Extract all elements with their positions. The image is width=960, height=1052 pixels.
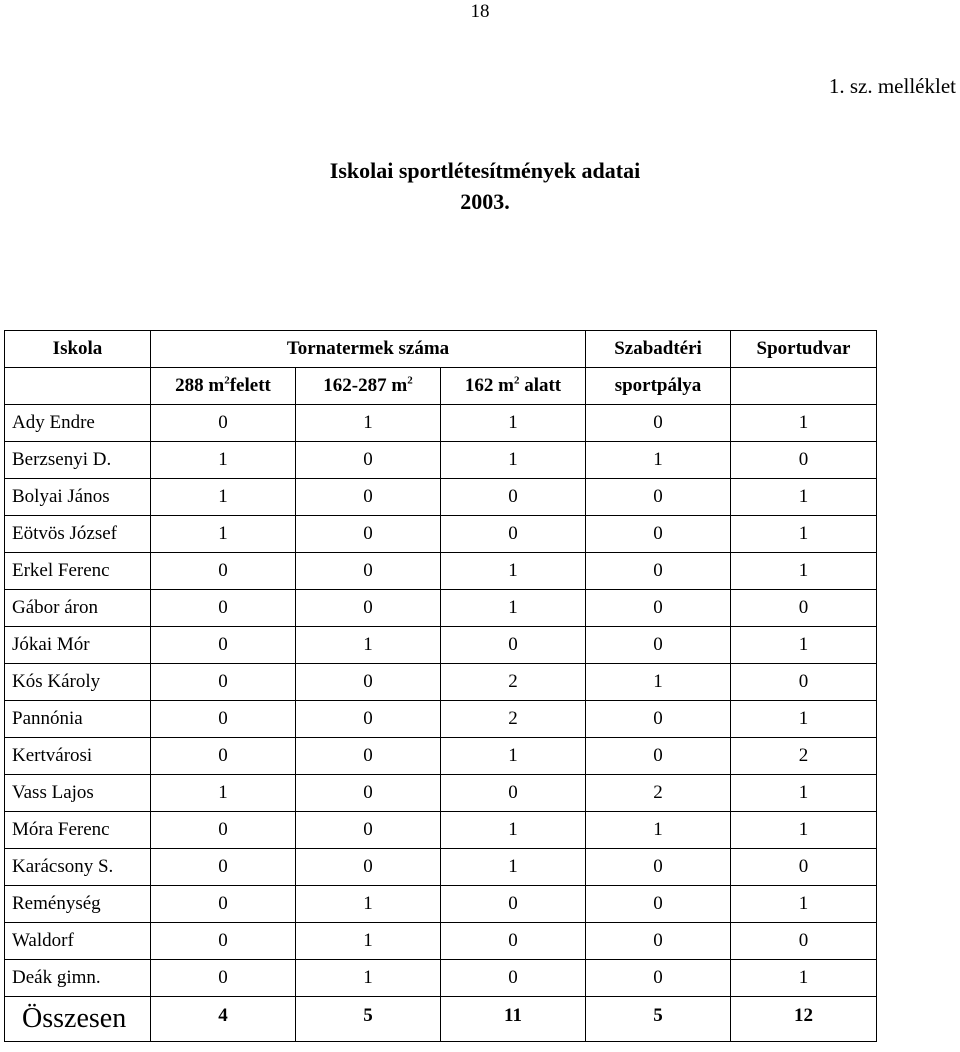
school-name: Berzsenyi D.: [5, 442, 151, 479]
table-cell: 0: [441, 923, 586, 960]
school-name: Deák gimn.: [5, 960, 151, 997]
school-name: Ady Endre: [5, 405, 151, 442]
table-cell: 0: [586, 590, 731, 627]
table-cell: 0: [586, 405, 731, 442]
header-outdoor: Szabadtéri: [586, 331, 731, 368]
header-row-2: [5, 368, 877, 405]
table-cell: 1: [731, 553, 877, 590]
header-over-288-exp: 2: [224, 374, 230, 387]
table-cell: 0: [586, 479, 731, 516]
table-cell: 0: [151, 553, 296, 590]
table-cell: 2: [441, 664, 586, 701]
header-empty: [5, 368, 151, 405]
table-row: [5, 849, 877, 886]
total-row: [5, 997, 877, 1042]
sports-facilities-table: [4, 330, 877, 1042]
school-name: Waldorf: [5, 923, 151, 960]
table-row: [5, 405, 877, 442]
table-cell: 0: [296, 738, 441, 775]
header-school: Iskola: [5, 331, 151, 368]
table-cell: 0: [151, 738, 296, 775]
header-sportpalya: sportpálya: [586, 368, 731, 405]
table-cell: 1: [296, 405, 441, 442]
document-title: Iskolai sportlétesítmények adatai: [329, 158, 641, 183]
table-cell: 0: [151, 923, 296, 960]
table-cell: 0: [296, 553, 441, 590]
table-cell: 0: [586, 738, 731, 775]
table-row: [5, 664, 877, 701]
header-under-162: [441, 368, 586, 405]
table-cell: 0: [296, 812, 441, 849]
page-number: 18: [470, 1, 490, 22]
table-cell: 0: [586, 553, 731, 590]
table-cell: 2: [731, 738, 877, 775]
table-cell: 1: [441, 738, 586, 775]
school-name: Gábor áron: [5, 590, 151, 627]
table-row: [5, 701, 877, 738]
school-name: Eötvös József: [5, 516, 151, 553]
school-name: Reménység: [5, 886, 151, 923]
table-cell: 0: [151, 960, 296, 997]
total-label: Összesen: [5, 997, 151, 1042]
table-cell: 1: [731, 701, 877, 738]
table-cell: 0: [151, 627, 296, 664]
header-under-162-exp: 2: [513, 374, 520, 387]
table-cell: 0: [731, 664, 877, 701]
table-cell: 0: [586, 923, 731, 960]
table-row: [5, 812, 877, 849]
table-cell: 1: [151, 479, 296, 516]
school-name: Kertvárosi: [5, 738, 151, 775]
table-row: [5, 738, 877, 775]
header-162-287-exp: 2: [407, 374, 413, 387]
table-cell: 1: [441, 442, 586, 479]
table-row: [5, 775, 877, 812]
school-name: Karácsony S.: [5, 849, 151, 886]
table-cell: 0: [151, 405, 296, 442]
table-cell: 1: [441, 590, 586, 627]
table-row: [5, 923, 877, 960]
table-cell: 0: [731, 442, 877, 479]
table-cell: 0: [586, 886, 731, 923]
table-cell: 0: [151, 812, 296, 849]
table-cell: 0: [441, 516, 586, 553]
table-row: [5, 960, 877, 997]
table-cell: 2: [586, 775, 731, 812]
table-cell: 0: [441, 627, 586, 664]
table-cell: 0: [296, 775, 441, 812]
header-empty-2: [731, 368, 877, 405]
table-cell: 0: [296, 664, 441, 701]
table-cell: 1: [586, 812, 731, 849]
header-162-287-text: 162-287 m: [323, 375, 408, 396]
table-cell: 1: [296, 960, 441, 997]
table-cell: 0: [151, 886, 296, 923]
table-cell: 0: [296, 516, 441, 553]
table-cell: 1: [731, 479, 877, 516]
table-cell: 1: [151, 516, 296, 553]
total-value: 11: [441, 997, 586, 1042]
table-cell: 1: [731, 886, 877, 923]
table-cell: 0: [586, 849, 731, 886]
table-cell: 1: [296, 923, 441, 960]
header-gyms: Tornatermek száma: [151, 331, 586, 368]
table-cell: 0: [441, 960, 586, 997]
header-under-162-suffix: alatt: [519, 375, 562, 396]
table-row: [5, 553, 877, 590]
table-cell: 0: [731, 590, 877, 627]
total-value: 12: [731, 997, 877, 1042]
header-arena: Sportudvar: [731, 331, 877, 368]
table-row: [5, 886, 877, 923]
table-cell: 0: [441, 775, 586, 812]
header-over-288: [151, 368, 296, 405]
table-cell: 0: [151, 701, 296, 738]
table-cell: 1: [586, 664, 731, 701]
header-under-162-text: 162 m: [464, 375, 514, 396]
table-cell: 0: [296, 590, 441, 627]
table-cell: 1: [441, 812, 586, 849]
total-value: 5: [296, 997, 441, 1042]
table-cell: 2: [441, 701, 586, 738]
school-name: Kós Károly: [5, 664, 151, 701]
table-cell: 1: [731, 775, 877, 812]
school-name: Jókai Mór: [5, 627, 151, 664]
table-cell: 1: [731, 627, 877, 664]
header-over-288-suffix: felett: [229, 375, 271, 396]
table-cell: 0: [441, 479, 586, 516]
table-cell: 1: [586, 442, 731, 479]
table-cell: 1: [441, 553, 586, 590]
table-cell: 0: [296, 701, 441, 738]
table-cell: 1: [731, 516, 877, 553]
document-year: 2003.: [460, 189, 510, 214]
table-cell: 0: [296, 442, 441, 479]
table-row: [5, 627, 877, 664]
table-cell: 0: [731, 849, 877, 886]
table-cell: 0: [586, 516, 731, 553]
table-cell: 0: [731, 923, 877, 960]
table-cell: 1: [441, 849, 586, 886]
header-row-1: [5, 331, 877, 368]
table-row: [5, 590, 877, 627]
table-cell: 0: [586, 627, 731, 664]
total-value: 5: [586, 997, 731, 1042]
table-cell: 1: [296, 627, 441, 664]
table-cell: 1: [441, 405, 586, 442]
school-name: Pannónia: [5, 701, 151, 738]
table-cell: 1: [731, 960, 877, 997]
table-cell: 0: [151, 849, 296, 886]
school-name: Erkel Ferenc: [5, 553, 151, 590]
table-cell: 0: [441, 886, 586, 923]
annex-label: 1. sz. melléklet: [828, 74, 956, 98]
table-cell: 1: [151, 442, 296, 479]
table-cell: 1: [296, 886, 441, 923]
table-cell: 0: [296, 479, 441, 516]
school-name: Bolyai János: [5, 479, 151, 516]
table-cell: 0: [586, 960, 731, 997]
school-name: Móra Ferenc: [5, 812, 151, 849]
table-row: [5, 479, 877, 516]
table-cell: 1: [151, 775, 296, 812]
header-162-287: [296, 368, 441, 405]
table-row: [5, 442, 877, 479]
table-cell: 0: [586, 701, 731, 738]
table-cell: 0: [151, 664, 296, 701]
table-cell: 0: [296, 849, 441, 886]
total-value: 4: [151, 997, 296, 1042]
table-cell: 1: [731, 405, 877, 442]
table-cell: 1: [731, 812, 877, 849]
table-row: [5, 516, 877, 553]
header-over-288-text: 288 m: [175, 375, 225, 396]
school-name: Vass Lajos: [5, 775, 151, 812]
table-cell: 0: [151, 590, 296, 627]
